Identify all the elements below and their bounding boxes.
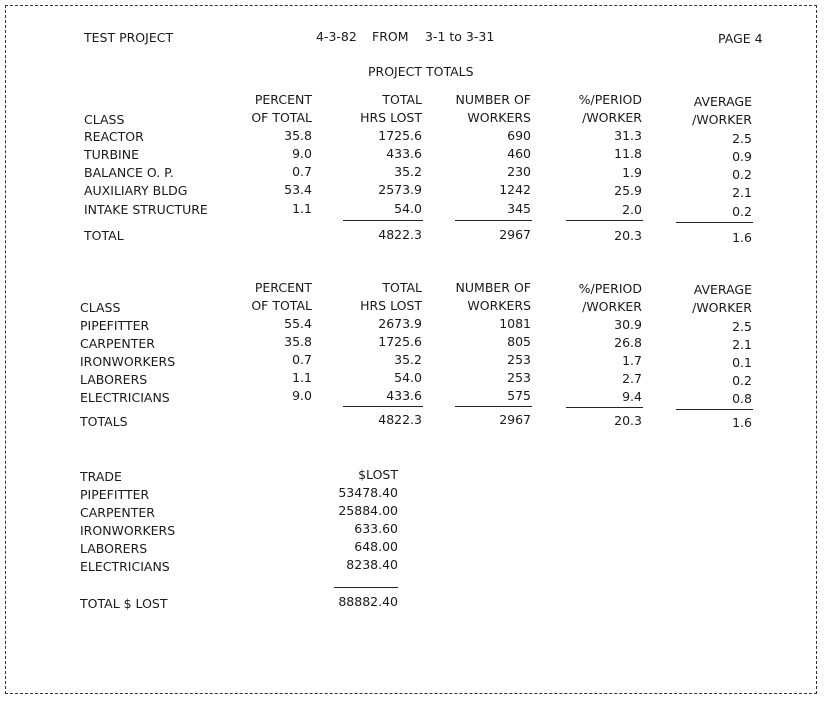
- table-cell: 31.3: [614, 128, 642, 143]
- table-cell: CARPENTER: [80, 336, 155, 351]
- table-cell: 35.8: [284, 128, 312, 143]
- table-cell: 0.7: [292, 164, 312, 179]
- table-cell: 54.0: [394, 370, 422, 385]
- table-cell: TURBINE: [84, 147, 139, 162]
- table-cell: 8238.40: [346, 557, 398, 572]
- table-cell: 53478.40: [338, 485, 398, 500]
- header-workers: WORKERS: [467, 110, 531, 125]
- table-cell: 0.2: [732, 373, 752, 388]
- table-cell: 25884.00: [338, 503, 398, 518]
- table-cell: 53.4: [284, 182, 312, 197]
- table-cell: 9.4: [622, 389, 642, 404]
- table-cell: ELECTRICIANS: [80, 559, 170, 574]
- header-trade: TRADE: [80, 469, 122, 484]
- total-rule: [676, 222, 753, 223]
- total-rule: [343, 406, 423, 407]
- table-cell: BALANCE O. P.: [84, 165, 174, 180]
- table-cell: 2673.9: [378, 316, 422, 331]
- table-cell: PIPEFITTER: [80, 487, 150, 502]
- total-rule: [676, 409, 753, 410]
- total-workers: 2967: [499, 227, 531, 242]
- header-workers: WORKERS: [467, 298, 531, 313]
- table-cell: 1.9: [622, 165, 642, 180]
- header-dollars-lost: $LOST: [358, 467, 398, 482]
- table-cell: 9.0: [292, 388, 312, 403]
- table-cell: LABORERS: [80, 541, 148, 556]
- header-total: TOTAL: [382, 92, 422, 107]
- table-cell: 805: [507, 334, 531, 349]
- total-label: TOTAL: [84, 228, 124, 243]
- header-percent: PERCENT: [254, 92, 312, 107]
- table-cell: 25.9: [614, 183, 642, 198]
- table-cell: 0.1: [732, 355, 752, 370]
- table-cell: 575: [507, 388, 531, 403]
- table-cell: 1.7: [622, 353, 642, 368]
- header-of-total: OF TOTAL: [251, 110, 312, 125]
- header-number-of: NUMBER OF: [455, 92, 531, 107]
- table-cell: 460: [507, 146, 531, 161]
- project-name: TEST PROJECT: [84, 30, 174, 45]
- table-cell: 2.1: [732, 337, 752, 352]
- table-cell: 433.6: [386, 146, 422, 161]
- total-rule: [566, 220, 643, 221]
- table-cell: 9.0: [292, 146, 312, 161]
- total-label: TOTAL $ LOST: [80, 596, 168, 611]
- table-cell: 2.1: [732, 185, 752, 200]
- header-hrs-lost: HRS LOST: [360, 298, 422, 313]
- header-per-worker: /WORKER: [582, 299, 642, 314]
- total-hrs-lost: 4822.3: [378, 227, 422, 242]
- table-cell: 30.9: [614, 317, 642, 332]
- header-average-per-worker: /WORKER: [692, 112, 752, 127]
- total-percent-period: 20.3: [614, 228, 642, 243]
- total-rule: [343, 220, 423, 221]
- table-cell: 1081: [499, 316, 531, 331]
- header-average-per-worker: /WORKER: [692, 300, 752, 315]
- total-workers: 2967: [499, 412, 531, 427]
- table-cell: 1.1: [292, 370, 312, 385]
- page-number: PAGE 4: [718, 31, 763, 46]
- header-percent: PERCENT: [254, 280, 312, 295]
- table-cell: 1.1: [292, 201, 312, 216]
- table-cell: 0.7: [292, 352, 312, 367]
- table-cell: 433.6: [386, 388, 422, 403]
- table-cell: PIPEFITTER: [80, 318, 150, 333]
- table-cell: IRONWORKERS: [80, 523, 176, 538]
- header-class: CLASS: [80, 300, 121, 315]
- table-cell: 2.0: [622, 202, 642, 217]
- table-cell: 2573.9: [378, 182, 422, 197]
- total-hrs-lost: 4822.3: [378, 412, 422, 427]
- table-cell: REACTOR: [84, 129, 144, 144]
- table-cell: 35.8: [284, 334, 312, 349]
- table-cell: ELECTRICIANS: [80, 390, 170, 405]
- total-rule: [455, 406, 532, 407]
- from-label: FROM: [372, 29, 409, 44]
- total-rule: [455, 220, 532, 221]
- table-cell: LABORERS: [80, 372, 148, 387]
- table-cell: 2.5: [732, 319, 752, 334]
- table-cell: 55.4: [284, 316, 312, 331]
- table-cell: 0.8: [732, 391, 752, 406]
- table-cell: 11.8: [614, 146, 642, 161]
- table-cell: 26.8: [614, 335, 642, 350]
- table-cell: 1725.6: [378, 128, 422, 143]
- total-average: 1.6: [732, 415, 752, 430]
- table-cell: 230: [507, 164, 531, 179]
- table-cell: 633.60: [354, 521, 398, 536]
- total-average: 1.6: [732, 230, 752, 245]
- table-cell: 648.00: [354, 539, 398, 554]
- header-total: TOTAL: [382, 280, 422, 295]
- header-hrs-lost: HRS LOST: [360, 110, 422, 125]
- table-cell: 1242: [499, 182, 531, 197]
- header-percent-period: %/PERIOD: [578, 281, 642, 296]
- table-cell: INTAKE STRUCTURE: [84, 202, 208, 217]
- header-per-worker: /WORKER: [582, 110, 642, 125]
- table-cell: 54.0: [394, 201, 422, 216]
- header-class: CLASS: [84, 112, 125, 127]
- total-label: TOTALS: [80, 414, 128, 429]
- header-average: AVERAGE: [693, 282, 752, 297]
- table-cell: 35.2: [394, 164, 422, 179]
- header-number-of: NUMBER OF: [455, 280, 531, 295]
- table-cell: 0.2: [732, 204, 752, 219]
- table-cell: 253: [507, 370, 531, 385]
- table-cell: 0.9: [732, 149, 752, 164]
- section-title: PROJECT TOTALS: [368, 64, 474, 79]
- table-cell: 1725.6: [378, 334, 422, 349]
- table-cell: 253: [507, 352, 531, 367]
- table-cell: 0.2: [732, 167, 752, 182]
- header-percent-period: %/PERIOD: [578, 92, 642, 107]
- date-range: 3-1 to 3-31: [425, 29, 495, 44]
- table-cell: 35.2: [394, 352, 422, 367]
- table-cell: 345: [507, 201, 531, 216]
- header-of-total: OF TOTAL: [251, 298, 312, 313]
- header-average: AVERAGE: [693, 94, 752, 109]
- total-dollars-lost: 88882.40: [338, 594, 398, 609]
- total-rule: [566, 407, 643, 408]
- table-cell: 690: [507, 128, 531, 143]
- table-cell: CARPENTER: [80, 505, 155, 520]
- total-rule: [334, 587, 398, 588]
- table-cell: AUXILIARY BLDG: [84, 183, 188, 198]
- table-cell: 2.7: [622, 371, 642, 386]
- report-date: 4-3-82: [316, 29, 357, 44]
- total-percent-period: 20.3: [614, 413, 642, 428]
- table-cell: IRONWORKERS: [80, 354, 176, 369]
- table-cell: 2.5: [732, 131, 752, 146]
